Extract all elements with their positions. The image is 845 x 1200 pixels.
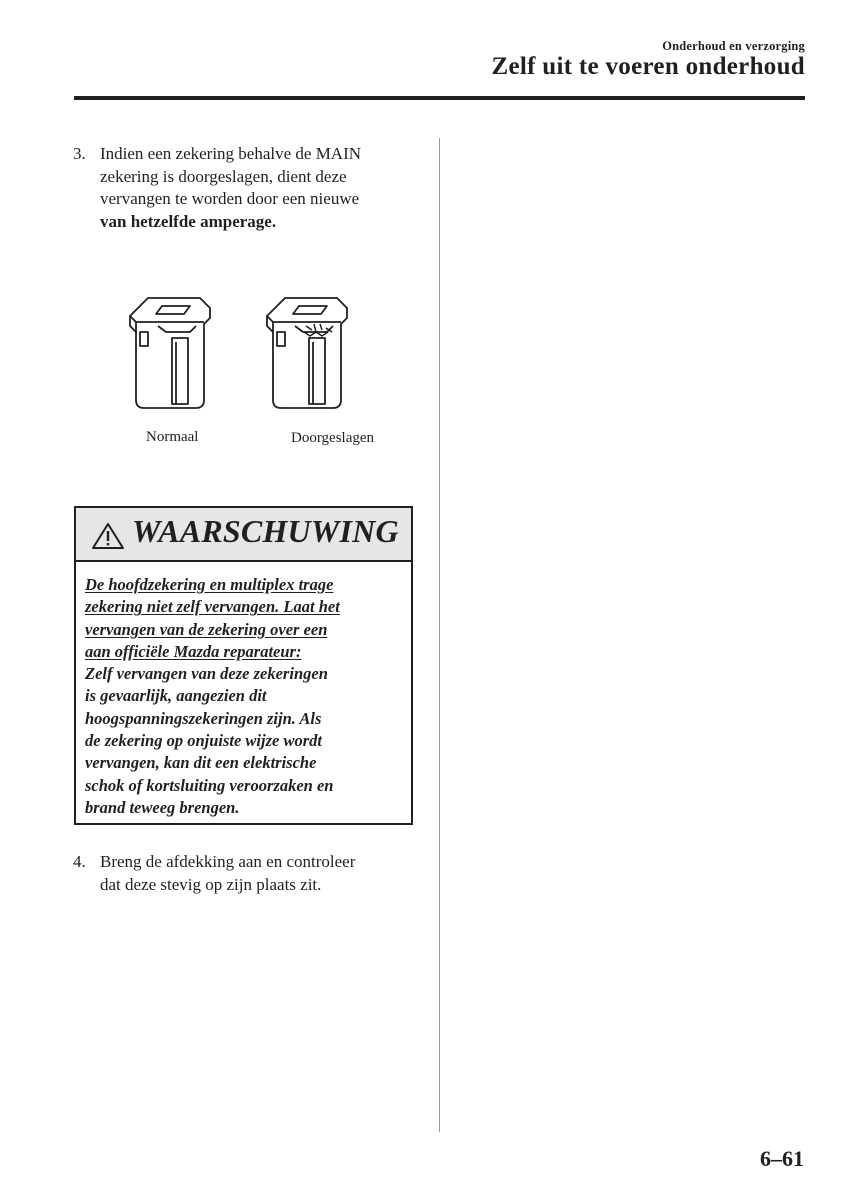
warning-line-underlined: zekering niet zelf vervangen. Laat het: [85, 597, 340, 617]
normal-fuse-icon: [130, 298, 210, 408]
warning-triangle-icon: [91, 522, 125, 550]
step-text: [100, 851, 413, 896]
header-rule: [74, 96, 805, 100]
warning-box: [74, 506, 413, 825]
label-normal: Normaal: [146, 429, 199, 445]
page-title: Zelf uit te voeren onderhoud: [491, 53, 805, 80]
warning-line-underlined: De hoofdzekering en multiplex trage: [85, 575, 334, 594]
fuse-illustration: [100, 288, 420, 428]
fuse-figure: [100, 288, 420, 468]
step-line: Indien een zekering behalve de MAIN: [100, 144, 362, 163]
warning-line: schok of kortsluiting veroorzaken en: [85, 775, 334, 795]
step-line: dat deze stevig op zijn plaats zit.: [100, 874, 322, 894]
warning-line: is gevaarlijk, aangezien dit: [85, 686, 267, 706]
step-bold-line: van hetzelfde amperage.: [100, 211, 277, 231]
warning-header: [76, 508, 411, 562]
warning-body: [76, 562, 411, 819]
warning-line: brand teweeg brengen.: [85, 797, 240, 817]
warning-line: vervangen, kan dit een elektrische: [85, 753, 317, 773]
step-line: Breng de afdekking aan en controleer: [100, 852, 356, 871]
warning-line-underlined: vervangen van de zekering over een: [85, 619, 328, 639]
blown-fuse-icon: [267, 298, 347, 408]
column-divider: [439, 138, 440, 1132]
step-number: 4.: [73, 852, 86, 871]
section-label: Onderhoud en verzorging: [662, 39, 805, 53]
step-number: 3.: [73, 144, 86, 163]
page-number: 6–61: [760, 1146, 804, 1171]
step-3: [73, 143, 413, 233]
warning-line: hoogspanningszekeringen zijn. Als: [85, 708, 322, 728]
warning-title: WAARSCHUWING: [132, 513, 399, 549]
step-line: zekering is doorgeslagen, dient deze: [100, 166, 347, 186]
label-blown: Doorgeslagen: [291, 430, 375, 446]
warning-line: de zekering op onjuiste wijze wordt: [85, 731, 322, 751]
warning-line: Zelf vervangen van deze zekeringen: [85, 664, 328, 684]
step-text: [100, 143, 413, 233]
warning-line-underlined: aan officiële Mazda reparateur:: [85, 641, 302, 661]
step-4: [73, 851, 413, 896]
step-line: vervangen te worden door een nieuwe: [100, 189, 360, 208]
